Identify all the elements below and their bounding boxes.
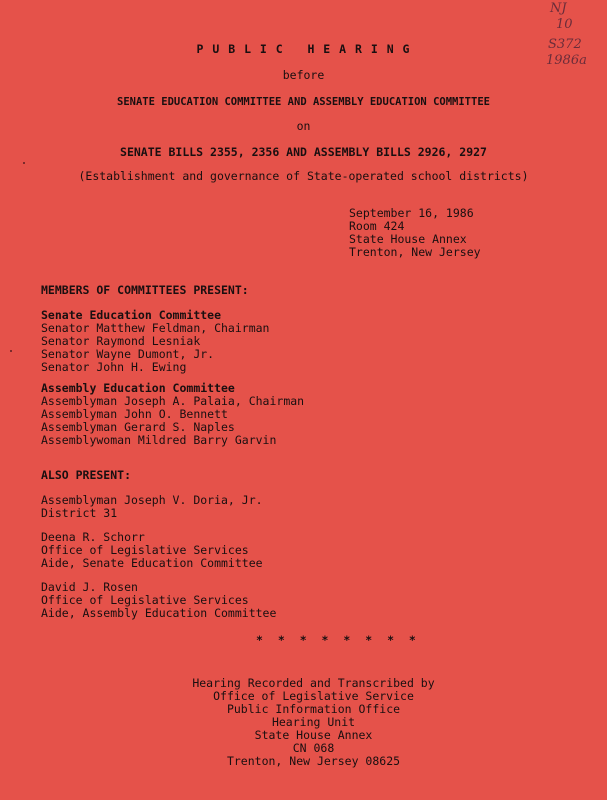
bills-heading: SENATE BILLS 2355, 2356 AND ASSEMBLY BILLS 2926, 2927	[120, 145, 487, 159]
before-text: before	[282, 68, 325, 82]
paper-speck	[10, 350, 12, 352]
section-divider: * * * * * * * *	[256, 633, 420, 647]
paper-speck	[23, 162, 25, 164]
committee-member: Assemblywoman Mildred Barry Garvin	[41, 433, 277, 447]
meeting-date: September 16, 1986	[349, 206, 474, 220]
subject-text: (Establishment and governance of State-operated school districts)	[78, 169, 529, 183]
footer-line: State House Annex	[254, 728, 373, 742]
attendee-name: Deena R. Schorr	[41, 530, 145, 544]
attendee-name: Assemblyman Joseph V. Doria, Jr.	[41, 493, 263, 507]
attendee-name: David J. Rosen	[41, 580, 138, 594]
committee-member: Senator John H. Ewing	[41, 360, 187, 374]
footer-line: Trenton, New Jersey 08625	[226, 754, 401, 768]
members-heading: MEMBERS OF COMMITTEES PRESENT:	[41, 283, 249, 297]
attendee-detail: District 31	[41, 506, 118, 520]
attendee-detail: Aide, Senate Education Committee	[41, 556, 263, 570]
handwritten-note: 1986a	[546, 53, 587, 68]
senate-committee-name: Senate Education Committee	[41, 308, 222, 322]
assembly-committee-name: Assembly Education Committee	[41, 381, 235, 395]
attendee-detail: Office of Legislative Services	[41, 593, 249, 607]
committees-heading: SENATE EDUCATION COMMITTEE AND ASSEMBLY EDUCATION COMMITTEE	[117, 96, 490, 108]
document-title: P U B L I C H E A R I N G	[196, 42, 411, 56]
footer-line: CN 068	[292, 741, 335, 755]
committee-member: Senator Wayne Dumont, Jr.	[41, 347, 215, 361]
committee-member: Assemblyman Gerard S. Naples	[41, 420, 235, 434]
meeting-building: State House Annex	[349, 232, 467, 246]
committee-member: Senator Raymond Lesniak	[41, 334, 201, 348]
handwritten-note: S372	[548, 37, 582, 52]
footer-line: Hearing Unit	[271, 715, 356, 729]
attendee-detail: Office of Legislative Services	[41, 543, 249, 557]
on-text: on	[296, 119, 311, 133]
committee-member: Senator Matthew Feldman, Chairman	[41, 321, 270, 335]
committee-member: Assemblyman John O. Bennett	[41, 407, 228, 421]
meeting-city: Trenton, New Jersey	[349, 245, 481, 259]
committee-member: Assemblyman Joseph A. Palaia, Chairman	[41, 394, 305, 408]
footer-line: Public Information Office	[226, 702, 401, 716]
handwritten-note: 10	[556, 17, 573, 32]
footer-line: Office of Legislative Service	[213, 689, 414, 703]
footer-line: Hearing Recorded and Transcribed by	[192, 676, 435, 690]
attendee-detail: Aide, Assembly Education Committee	[41, 606, 277, 620]
also-present-heading: ALSO PRESENT:	[41, 468, 132, 482]
handwritten-note: NJ	[550, 1, 567, 16]
meeting-room: Room 424	[349, 219, 405, 233]
